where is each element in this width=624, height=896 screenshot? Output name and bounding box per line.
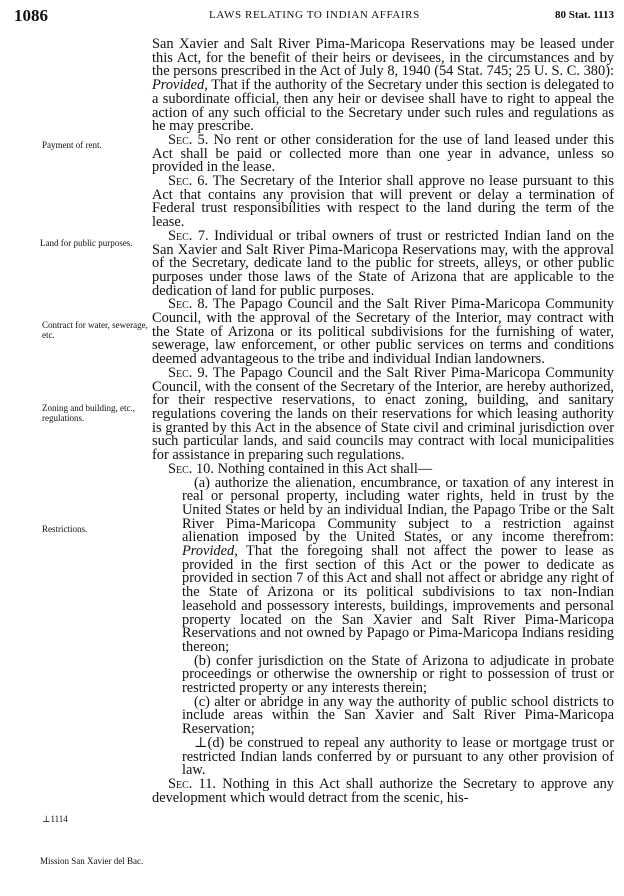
section-text: Nothing contained in this Act shall— <box>213 460 433 477</box>
section-text: The Papago Council and the Salt River Pima-Maricopa Community Council, with the consent of the Secretary of the Interior, are hereby authorized, for their respective reservations, to enact zoning, building, and sanitary regulations covering the lands on their reservations for which leasing authority is granted by this Act in the absence of State civil and criminal jurisdiction over such particular lands, and said councils may contract with local municipalities for assistance in preparing such regulations. <box>152 364 614 464</box>
section-label: Sec. 9. <box>168 364 209 381</box>
sidenote-land-public-purposes: Land for public purposes. <box>40 238 133 248</box>
section-10-item-b: (b) confer jurisdiction on the State of Arizona to adjudicate in probate proceedings or otherwise the ownership or right to possession of trust or restricted property or any interests therein; <box>182 652 614 697</box>
section-text: The Secretary of the Interior shall approve no lease pursuant to this Act that contains any provision that will prevent or delay a termination of Federal trust responsibilities with respect to the land during the term of the lease. <box>152 173 614 231</box>
section-text: Individual or tribal owners of trust or restricted Indian land on the San Xavier and Salt River Pima-Maricopa Reservations may, with the approval of the Secretary, dedicate land to the public for streets, alleys, or other public purposes under those laws of the State of Arizona that are applicable to the dedication of land for public purposes. <box>152 227 614 299</box>
section-label: Sec. 11. <box>168 775 217 792</box>
section-text: Nothing in this Act shall authorize the Secretary to approve any development which would detract from the scenic, his- <box>152 775 614 806</box>
section-10-item-c: (c) alter or abridge in any way the authority of public school districts to include areas within the San Xavier and Salt River Pima-Maricopa Reservation; <box>182 693 614 738</box>
sidenote-restrictions: Restrictions. <box>42 524 88 534</box>
sidenote-payment-of-rent: Payment of rent. <box>42 140 102 150</box>
section-10-item-a <box>182 474 614 655</box>
section-label: Sec. 8. <box>168 296 209 313</box>
section-6 <box>152 175 614 230</box>
section-label: Sec. 10. <box>168 460 214 477</box>
statute-reference: 80 Stat. 1113 <box>555 9 614 21</box>
statute-text <box>152 38 614 805</box>
text-run: San Xavier and Salt River Pima-Maricopa Reservations may be leased under this Act, for the benefit of their heirs or devisees, in the circumstances and by the persons prescribed in the Act of July 8, 1940 (54 Stat. 745; 25 U. S. C. 380): <box>152 36 614 80</box>
section-8 <box>152 298 614 367</box>
sidenote-contract-water: Contract for water, sewerage, etc. <box>42 320 148 340</box>
section-text: No rent or other consideration for the use of land leased under this Act shall be paid or collected more than one year in advance, unless so provided in the lease. <box>152 131 614 176</box>
page-number: 1086 <box>14 6 48 25</box>
provided-italic: Provided, <box>182 543 238 560</box>
section-11 <box>152 775 614 806</box>
section-10-item-d: ⊥(d) be construed to repeal any authority to lease or mortgage trust or restricted Indian lands conferred by or pursuant to any other provision of law. <box>182 734 614 779</box>
section-7 <box>152 227 614 299</box>
sidenote-zoning: Zoning and building, etc., regulations. <box>42 403 135 423</box>
text-run: That if the authority of the Secretary under this section is delegated to a subordinate official, then any heir or devisee shall have to right to appeal the action of any such official to the Secretary under such rules and regulations as he may prescribe. <box>152 77 614 135</box>
section-label: Sec. 6. <box>168 173 209 190</box>
running-title: LAWS RELATING TO INDIAN AFFAIRS <box>209 9 420 21</box>
text-run: That the foregoing shall not affect the power to lease as provided in the first section of this Act or the power to dedicate as provided in section 7 of this Act and shall not affect or abridge any right of the State of Arizona or its political subdivisions to tax non-Indian leasehold and possessory interests, buildings, improvements and personal property located on the San Xavier and Salt River Pima-Maricopa Reservations and not owned by Papago or Pima-Maricopa Indians residing thereon; <box>182 543 614 655</box>
page-header <box>14 6 614 26</box>
section-label: Sec. 5. <box>168 131 209 148</box>
paragraph-continuation <box>152 38 614 134</box>
section-5 <box>152 131 614 176</box>
sidenote-page-break-marker: ⊥1114 <box>42 814 68 824</box>
sidenote-mission-san-xavier: Mission San Xavier del Bac. <box>40 856 144 866</box>
provided-italic: Provided, <box>152 77 208 94</box>
section-label: Sec. 7. <box>168 227 209 244</box>
section-text: The Papago Council and the Salt River Pima-Maricopa Community Council, with the approval of the Secretary of the Interior, may contract with the State of Arizona or its political subdivisions for the furnishing of water, sewerage, law enforcement, or other public services on terms and conditions deemed advantageous to the tribe and individual Indian landowners. <box>152 296 614 368</box>
text-run: (a) authorize the alienation, encumbrance, or taxation of any interest in real or personal property, including water rights, held in trust by the United States or held by an individual Indian, the Papago Tribe or the Salt River Pima-Maricopa Community subject to a restriction against alienation imposed by the United States, or any income therefrom: <box>182 474 614 546</box>
section-9 <box>152 364 614 464</box>
